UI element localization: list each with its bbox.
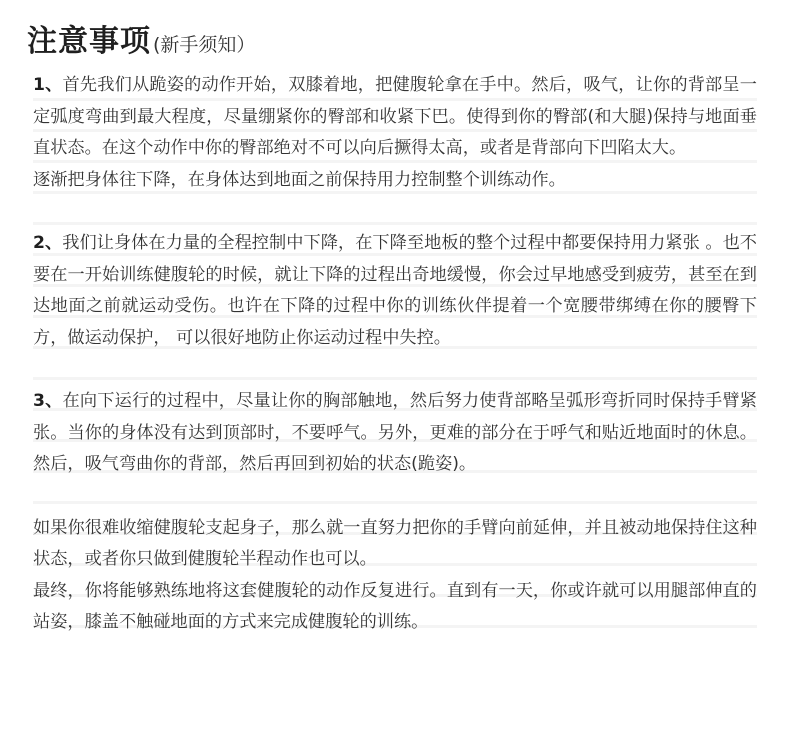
page-title: 注意事项 xyxy=(27,24,151,59)
section-1-paragraph-2 xyxy=(33,165,757,197)
content-body xyxy=(33,70,757,639)
closing-paragraph-2: 最终，你将能够熟练地将这套健腹轮的动作反复进行。直到有一天，你或许就可以用腿部伸直的站姿，膝盖不触碰地面的方式来完成健腹轮的训练。 xyxy=(33,580,757,632)
section-1-separator: 、 xyxy=(44,75,63,95)
section-1-number: 1 xyxy=(33,75,45,95)
section-3-number: 3 xyxy=(33,391,45,411)
section-1-text-2: 逐渐把身体往下降，在身体达到地面之前保持用力控制整个训练动作。 xyxy=(33,169,566,190)
section-2-separator: 、 xyxy=(44,233,63,253)
section-1-paragraph-1 xyxy=(33,70,757,165)
closing-section xyxy=(33,513,757,639)
page-subtitle: (新手须知） xyxy=(153,34,256,56)
section-1-text-1: 首先我们从跪姿的动作开始，双膝着地，把健腹轮拿在手中。然后，吸气，让你的背部呈一定弧度弯曲到最大程度，尽量绷紧你的臀部和收紧下巴。使得到你的臀部(和大腿)保持与地面垂直状态。在这个动作中你的臀部绝对不可以向后撅得太高，或者是背部向下凹陷太大。 xyxy=(33,75,757,158)
section-3 xyxy=(33,386,757,481)
section-3-separator: 、 xyxy=(44,391,63,411)
header xyxy=(27,16,255,60)
section-2 xyxy=(33,228,757,354)
closing-paragraph-1: 如果你很难收缩健腹轮支起身子，那么就一直努力把你的手臂向前延伸，并且被动地保持住这种状态，或者你只做到健腹轮半程动作也可以。 xyxy=(33,517,757,569)
section-1 xyxy=(33,70,757,196)
section-3-text-1: 在向下运行的过程中，尽量让你的胸部触地，然后努力使背部略呈弧形弯折同时保持手臂紧张。当你的身体没有达到顶部时，不要呼气。另外，更难的部分在于呼气和贴近地面时的休息。然后，吸气弯曲你的背部，然后再回到初始的状态(跪姿)。 xyxy=(33,391,757,474)
section-2-paragraph-1 xyxy=(33,228,757,354)
section-3-paragraph-1 xyxy=(33,386,757,481)
section-2-text-1: 我们让身体在力量的全程控制中下降，在下降至地板的整个过程中都要保持用力紧张 。也不要在一开始训练健腹轮的时候，就让下降的过程出奇地缓慢，你会过早地感受到疲劳，甚至在到达地面之前就运动受伤。也许在下降的过程中你的训练伙伴提着一个宽腰带绑缚在你的腰臀下方，做运动保护， 可以很好地防止你运动过程中失控。 xyxy=(33,233,757,348)
section-2-number: 2 xyxy=(33,233,45,253)
